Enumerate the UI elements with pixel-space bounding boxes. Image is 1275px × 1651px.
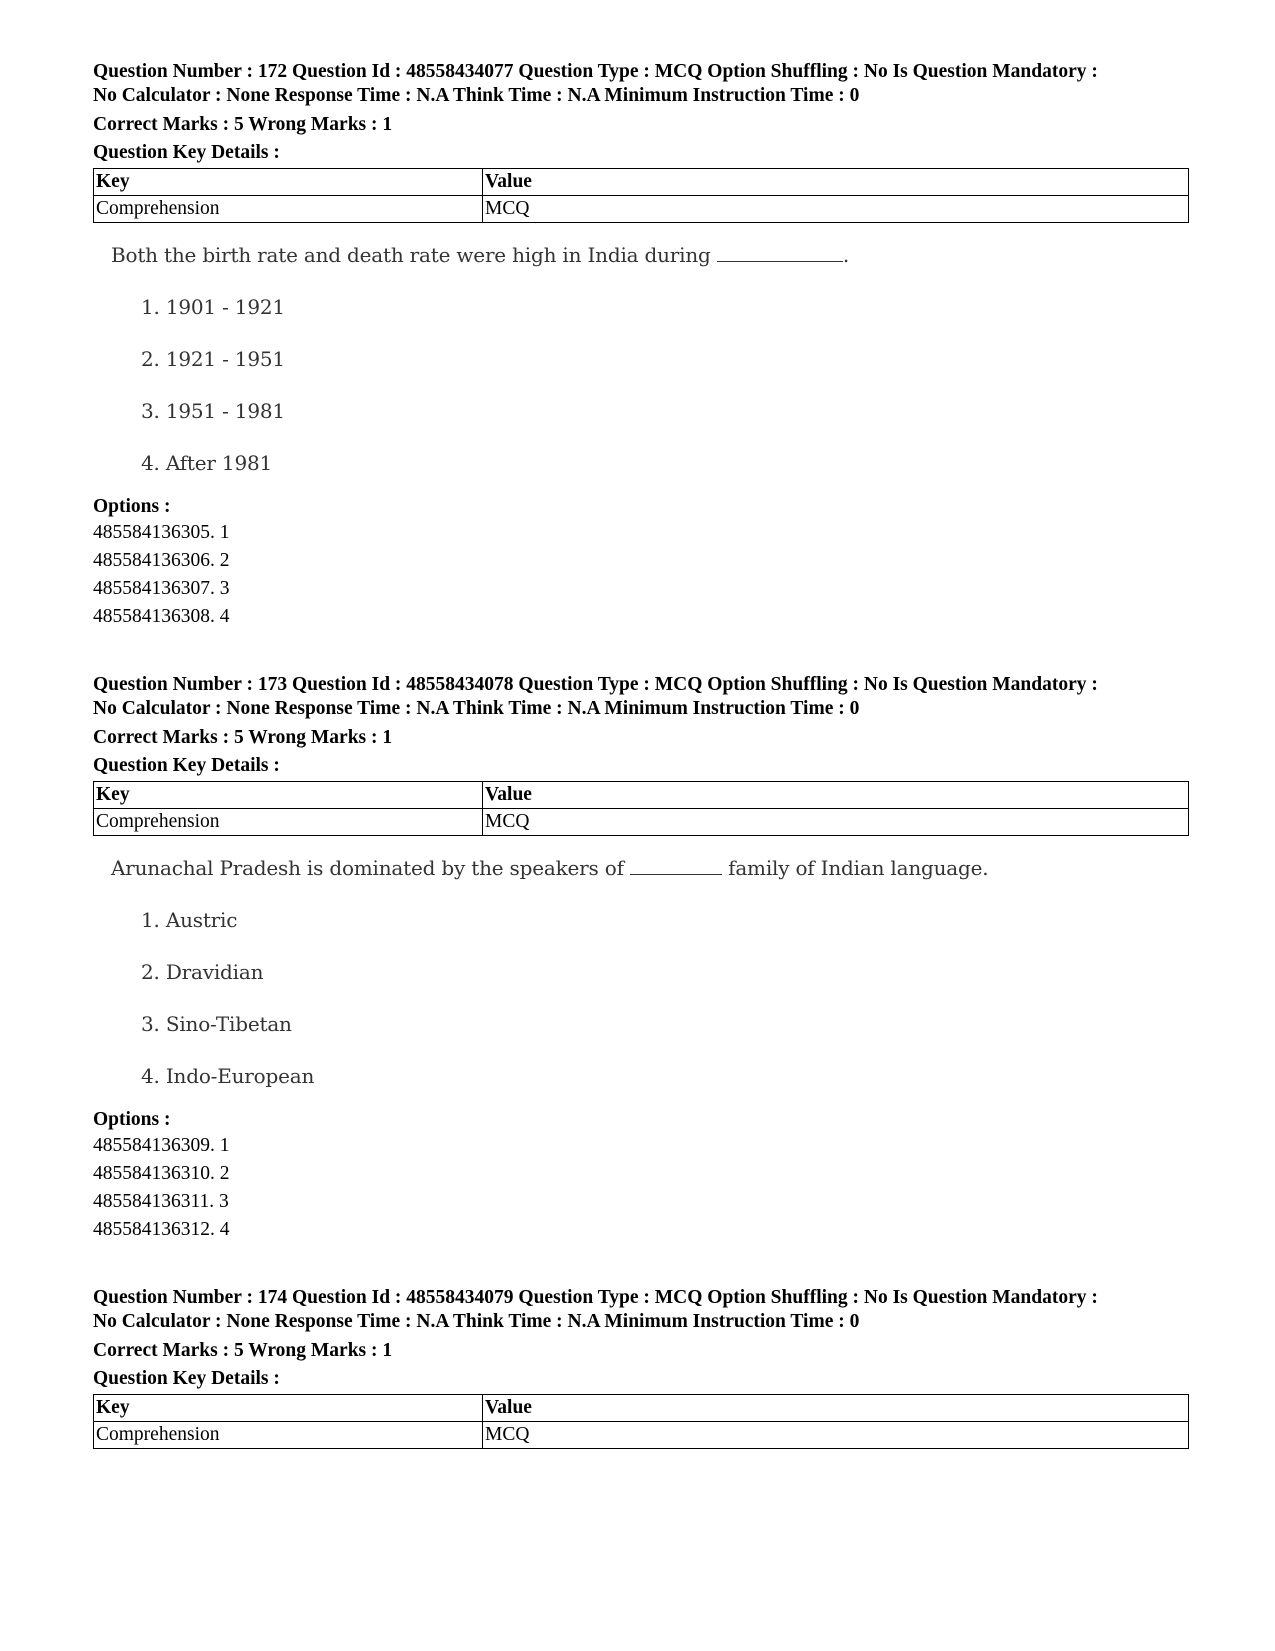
table-header-value: Value (483, 1395, 1189, 1422)
question-image (93, 854, 1183, 1090)
table-header-value: Value (483, 169, 1189, 196)
option-item: 485584136310. 2 (93, 1163, 230, 1184)
key-details-table (93, 781, 1189, 836)
table-row (94, 809, 1189, 836)
question-172 (93, 60, 1183, 631)
key-details-table (93, 168, 1189, 223)
choice-item: 1. Austric (141, 908, 238, 932)
option-item: 485584136305. 1 (93, 522, 230, 543)
stem-text-after: family of Indian language. (728, 856, 989, 880)
table-cell-value: MCQ (483, 809, 1189, 836)
table-header-key: Key (94, 782, 483, 809)
table-header-value: Value (483, 782, 1189, 809)
stem-text: Arunachal Pradesh is dominated by the speakers of (111, 856, 624, 880)
choice-item: 3. 1951 - 1981 (141, 399, 285, 423)
marks-line: Correct Marks : 5 Wrong Marks : 1 (93, 1340, 393, 1361)
marks-line: Correct Marks : 5 Wrong Marks : 1 (93, 727, 393, 748)
option-item: 485584136307. 3 (93, 578, 230, 599)
option-item: 485584136312. 4 (93, 1219, 230, 1240)
option-item: 485584136311. 3 (93, 1191, 229, 1212)
question-174 (93, 1286, 1183, 1449)
fill-blank (630, 856, 722, 875)
table-row (94, 1422, 1189, 1449)
choice-item: 4. After 1981 (141, 451, 273, 475)
choice-item: 2. Dravidian (141, 960, 264, 984)
question-stem (111, 854, 1183, 882)
table-cell-value: MCQ (483, 1422, 1189, 1449)
options-label: Options : (93, 1109, 171, 1130)
option-item: 485584136306. 2 (93, 550, 230, 571)
question-image (93, 241, 1183, 477)
key-details-label: Question Key Details : (93, 1368, 280, 1389)
stem-text-after: . (842, 243, 849, 267)
table-header-key: Key (94, 169, 483, 196)
marks-line: Correct Marks : 5 Wrong Marks : 1 (93, 114, 393, 135)
table-header-row (94, 782, 1189, 809)
option-item: 485584136309. 1 (93, 1135, 230, 1156)
question-spacer (93, 1244, 1183, 1286)
table-cell-key: Comprehension (94, 1422, 483, 1449)
question-meta-line-2: No Calculator : None Response Time : N.A Think Time : N.A Minimum Instruction Time : 0 (93, 698, 860, 719)
stem-text: Both the birth rate and death rate were high in India during (111, 243, 711, 267)
option-item: 485584136308. 4 (93, 606, 230, 627)
fill-blank (717, 243, 843, 262)
table-cell-value: MCQ (483, 196, 1189, 223)
table-cell-key: Comprehension (94, 809, 483, 836)
table-cell-key: Comprehension (94, 196, 483, 223)
table-header-row (94, 1395, 1189, 1422)
options-label: Options : (93, 496, 171, 517)
question-meta-line-2: No Calculator : None Response Time : N.A Think Time : N.A Minimum Instruction Time : 0 (93, 1311, 860, 1332)
choice-item: 1. 1901 - 1921 (141, 295, 285, 319)
question-meta-line-2: No Calculator : None Response Time : N.A Think Time : N.A Minimum Instruction Time : 0 (93, 85, 860, 106)
document-page (93, 60, 1183, 1449)
key-details-table (93, 1394, 1189, 1449)
question-meta-line-1: Question Number : 172 Question Id : 48558434077 Question Type : MCQ Option Shuffling : No Is Question Mandatory : (93, 61, 1098, 82)
table-header-key: Key (94, 1395, 483, 1422)
choice-item: 2. 1921 - 1951 (141, 347, 285, 371)
key-details-label: Question Key Details : (93, 755, 280, 776)
table-row (94, 196, 1189, 223)
question-stem (111, 241, 1183, 269)
choice-item: 3. Sino-Tibetan (141, 1012, 292, 1036)
question-meta-line-1: Question Number : 174 Question Id : 48558434079 Question Type : MCQ Option Shuffling : No Is Question Mandatory : (93, 1287, 1098, 1308)
question-173 (93, 673, 1183, 1244)
key-details-label: Question Key Details : (93, 142, 280, 163)
choice-item: 4. Indo-European (141, 1064, 315, 1088)
question-spacer (93, 631, 1183, 673)
question-meta-line-1: Question Number : 173 Question Id : 48558434078 Question Type : MCQ Option Shuffling : No Is Question Mandatory : (93, 674, 1098, 695)
table-header-row (94, 169, 1189, 196)
